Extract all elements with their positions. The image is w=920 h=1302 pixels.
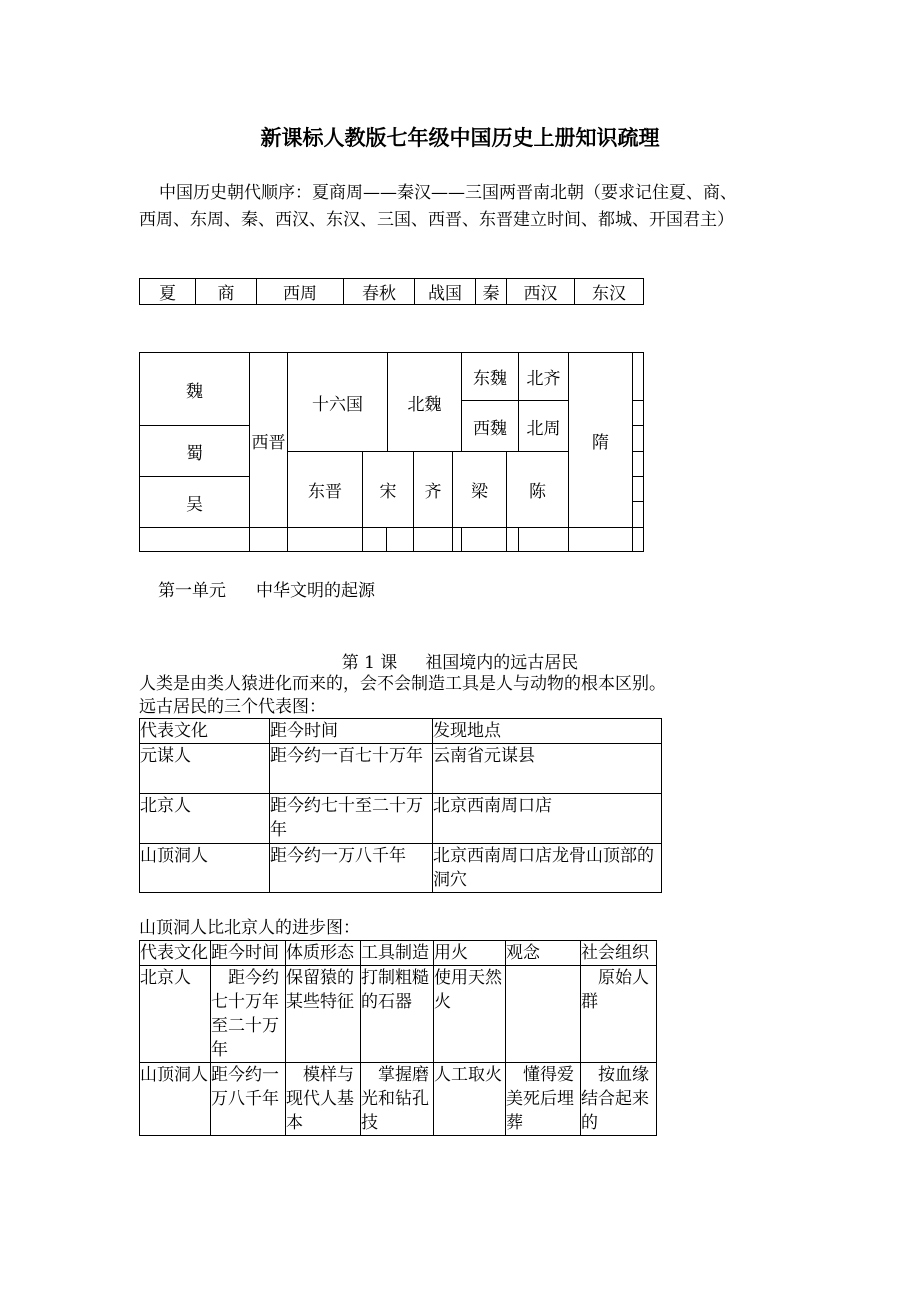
table-cell: 模样与现代人基本 bbox=[286, 1063, 361, 1136]
grid-cell-xiwei: 西魏 bbox=[461, 400, 519, 452]
grid-divider bbox=[632, 476, 643, 477]
grid-divider bbox=[568, 527, 569, 551]
dynasty-cell: 商 bbox=[196, 279, 257, 305]
table-cell: 北京人 bbox=[140, 794, 270, 844]
grid-divider bbox=[249, 527, 250, 551]
dynasty-cell: 春秋 bbox=[344, 279, 415, 305]
grid-cell-chen: 陈 bbox=[506, 451, 569, 528]
dynasty-cell: 战国 bbox=[415, 279, 476, 305]
table-header-row bbox=[140, 941, 657, 966]
table-cell: 保留猿的某些特征 bbox=[286, 966, 361, 1063]
grid-divider bbox=[632, 501, 643, 502]
lesson-label: 第 1 课 bbox=[341, 653, 398, 673]
grid-divider bbox=[632, 353, 633, 551]
grid-cell-wu: 吴 bbox=[139, 476, 250, 528]
table-header-cell: 距今时间 bbox=[211, 941, 286, 966]
table-cell bbox=[506, 966, 581, 1063]
table-cell: 打制粗糙的石器 bbox=[361, 966, 434, 1063]
table-row bbox=[140, 794, 662, 844]
unit-name: 中华文明的起源 bbox=[256, 581, 375, 601]
table-cell: 北京西南周口店 bbox=[433, 794, 662, 844]
dynasty-cell: 西周 bbox=[257, 279, 344, 305]
grid-divider bbox=[413, 527, 414, 551]
table-header-row bbox=[140, 719, 662, 744]
grid-divider bbox=[518, 527, 519, 551]
table-header-cell: 距今时间 bbox=[270, 719, 433, 744]
intro-line-2: 西周、东周、秦、西汉、东汉、三国、西晋、东晋建立时间、都城、开国君主） bbox=[139, 210, 734, 230]
grid-divider bbox=[506, 527, 507, 551]
table-row bbox=[140, 744, 662, 794]
lesson-name: 祖国境内的远古居民 bbox=[425, 653, 579, 673]
dynasty-cell: 西汉 bbox=[507, 279, 575, 305]
table-cell: 距今约一万八千年 bbox=[211, 1063, 286, 1136]
table-cell: 使用天然火 bbox=[434, 966, 506, 1063]
intro-paragraph bbox=[139, 180, 799, 234]
table-cell: 距今约一万八千年 bbox=[270, 844, 433, 893]
grid-cell-sui: 隋 bbox=[568, 352, 633, 528]
page-title: 新课标人教版七年级中国历史上册知识疏理 bbox=[260, 126, 660, 150]
paragraph: 人类是由类人猿进化而来的，会不会制造工具是人与动物的根本区别。 bbox=[139, 674, 666, 694]
grid-divider bbox=[386, 527, 387, 551]
lesson-heading bbox=[0, 648, 920, 673]
table-cell: 北京西南周口店龙骨山顶部的洞穴 bbox=[433, 844, 662, 893]
dynasty-sequence-table bbox=[139, 278, 644, 305]
grid-cell-dongjin: 东晋 bbox=[287, 451, 363, 528]
grid-cell-beiqi: 北齐 bbox=[518, 352, 569, 401]
dynasty-grid bbox=[139, 352, 644, 552]
table-cell: 距今约一百七十万年 bbox=[270, 744, 433, 794]
dynasty-cell: 夏 bbox=[140, 279, 196, 305]
paragraph: 远古居民的三个代表图： bbox=[139, 697, 326, 717]
table-cell: 元谋人 bbox=[140, 744, 270, 794]
table-cell: 云南省元谋县 bbox=[433, 744, 662, 794]
table-header-cell: 工具制造 bbox=[361, 941, 434, 966]
grid-divider bbox=[452, 527, 453, 551]
progress-comparison-table bbox=[139, 940, 657, 1136]
grid-cell-xijin: 西晋 bbox=[249, 352, 288, 528]
grid-cell-qi: 齐 bbox=[413, 451, 453, 528]
table-cell: 掌握磨光和钻孔技 bbox=[361, 1063, 434, 1136]
grid-divider bbox=[461, 527, 462, 551]
grid-cell-dongwei: 东魏 bbox=[461, 352, 519, 401]
grid-cell-liang: 梁 bbox=[452, 451, 507, 528]
table-cell: 懂得爱美死后埋葬 bbox=[506, 1063, 581, 1136]
table-header-cell: 代表文化 bbox=[140, 941, 211, 966]
table-header-cell: 体质形态 bbox=[286, 941, 361, 966]
table-cell: 距今约七十至二十万年 bbox=[270, 794, 433, 844]
unit-label: 第一单元 bbox=[158, 581, 226, 601]
grid-divider bbox=[632, 425, 643, 426]
paragraph: 山顶洞人比北京人的进步图： bbox=[139, 918, 360, 938]
grid-divider bbox=[362, 527, 363, 551]
table-cell: 按血缘结合起来的 bbox=[581, 1063, 657, 1136]
grid-divider bbox=[632, 451, 643, 452]
table-row bbox=[140, 1063, 657, 1136]
table-header-cell: 代表文化 bbox=[140, 719, 270, 744]
table-header-cell: 观念 bbox=[506, 941, 581, 966]
table-row bbox=[140, 966, 657, 1063]
table-cell: 山顶洞人 bbox=[140, 1063, 211, 1136]
table-cell: 人工取火 bbox=[434, 1063, 506, 1136]
grid-divider bbox=[632, 400, 643, 401]
unit-heading bbox=[158, 576, 375, 601]
dynasty-cell: 秦 bbox=[476, 279, 507, 305]
table-cell: 原始人群 bbox=[581, 966, 657, 1063]
table-header-cell: 发现地点 bbox=[433, 719, 662, 744]
table-row bbox=[140, 844, 662, 893]
grid-cell-wei: 魏 bbox=[139, 352, 250, 426]
table-header-cell: 用火 bbox=[434, 941, 506, 966]
grid-cell-beiwei: 北魏 bbox=[387, 352, 462, 452]
table-header-cell: 社会组织 bbox=[581, 941, 657, 966]
intro-line-1: 中国历史朝代顺序：夏商周——秦汉——三国两晋南北朝（要求记住夏、商、 bbox=[159, 183, 737, 203]
grid-cell-shiliuguo: 十六国 bbox=[287, 352, 388, 452]
table-cell: 山顶洞人 bbox=[140, 844, 270, 893]
table-cell: 距今约七十万年至二十万年 bbox=[211, 966, 286, 1063]
grid-divider bbox=[287, 527, 288, 551]
grid-cell-beizhou: 北周 bbox=[518, 400, 569, 452]
ancient-residents-table bbox=[139, 718, 662, 893]
dynasty-cell: 东汉 bbox=[575, 279, 644, 305]
grid-cell-shu: 蜀 bbox=[139, 425, 250, 477]
table-cell: 北京人 bbox=[140, 966, 211, 1063]
grid-cell-song: 宋 bbox=[362, 451, 414, 528]
